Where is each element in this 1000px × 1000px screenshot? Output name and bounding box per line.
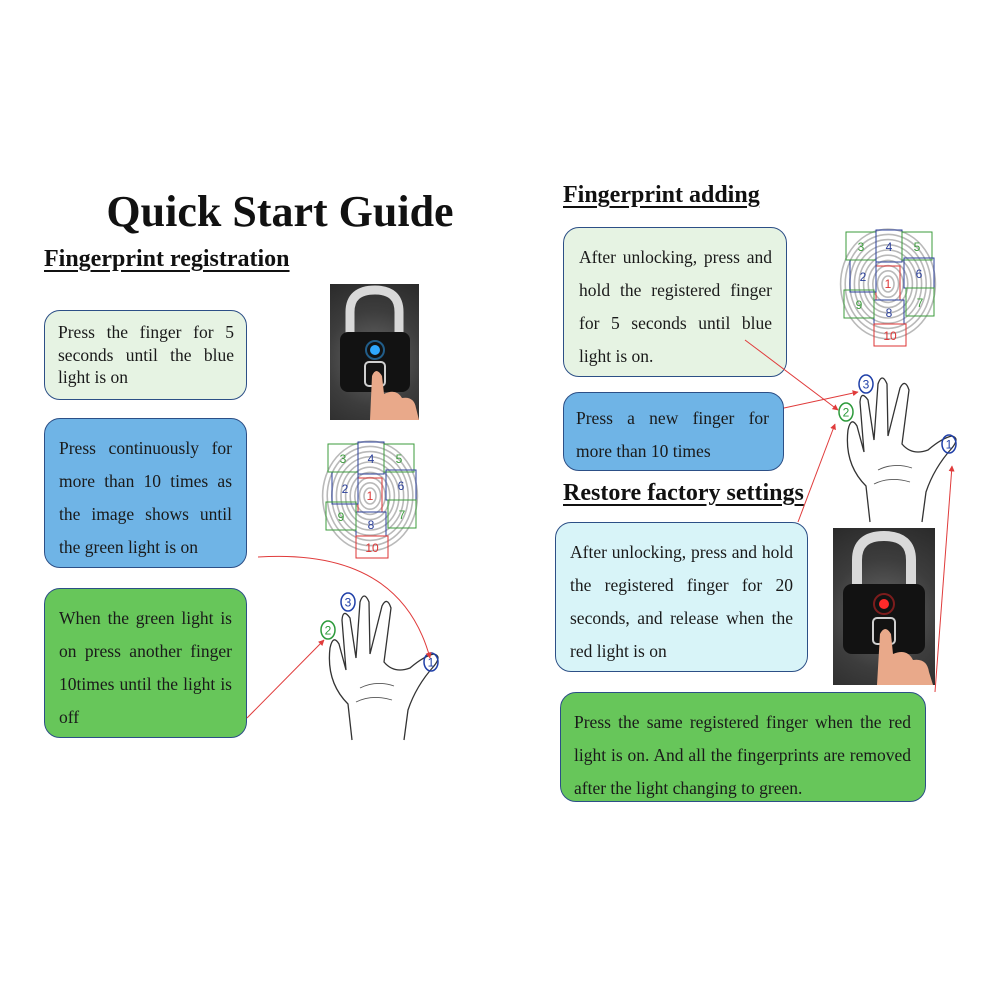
fingerprint-region-label: 4 — [367, 452, 375, 466]
fingerprint-region-label: 1 — [884, 277, 892, 291]
finger-marker-label: 2 — [842, 405, 850, 420]
fingerprint-region-label: 10 — [883, 329, 897, 343]
step-text: Press the finger for 5 seconds until the blue light is on — [58, 322, 234, 387]
fingerprint-region-label: 4 — [885, 240, 893, 254]
arrow-to-finger-1 — [258, 556, 430, 658]
finger-marker-label: 1 — [945, 437, 953, 452]
restore-text: Press the same registered finger when the red light is on. And all the fingerprints are removed after the light changing to green. — [574, 712, 911, 798]
heading-fingerprint-adding: Fingerprint adding — [563, 182, 760, 208]
step-text: When the green light is on press another finger 10times until the light is off — [59, 608, 232, 727]
arrow-to-finger-3 — [784, 392, 858, 408]
fingerprint-region-label: 5 — [913, 240, 921, 254]
fingerprint-region-label: 2 — [341, 482, 349, 496]
add-text: Press a new finger for more than 10 times — [576, 408, 769, 461]
arrow-to-finger-2 — [798, 424, 835, 522]
fingerprint-region-label: 10 — [365, 541, 379, 555]
fingerprint-region-label: 7 — [916, 296, 924, 310]
page-title: Quick Start Guide — [106, 187, 454, 236]
fingerprint-region-label: 3 — [339, 452, 347, 466]
finger-marker-label: 3 — [344, 595, 352, 610]
fingerprint-region-label: 5 — [395, 452, 403, 466]
heading-restore-factory-settings: Restore factory settings — [563, 480, 804, 506]
heading-fingerprint-registration: Fingerprint registration — [44, 246, 290, 272]
fingerprint-region-label: 9 — [337, 510, 345, 524]
restore-text: After unlocking, press and hold the registered finger for 20 seconds, and release when the red light is on — [570, 542, 793, 661]
fingerprint-region-label: 2 — [859, 270, 867, 284]
step-text: Press continuously for more than 10 times as the image shows until the green light is on — [59, 438, 232, 557]
fingerprint-region-label: 6 — [397, 479, 405, 493]
finger-marker-label: 1 — [427, 655, 435, 670]
finger-marker-label: 2 — [324, 623, 332, 638]
fingerprint-region-label: 8 — [885, 306, 893, 320]
arrow-to-finger-2 — [247, 640, 324, 718]
fingerprint-region-label: 8 — [367, 518, 375, 532]
arrow-to-finger-1 — [935, 466, 952, 692]
fingerprint-region-label: 6 — [915, 267, 923, 281]
add-text: After unlocking, press and hold the registered finger for 5 seconds until blue light is on. — [579, 247, 772, 366]
fingerprint-region-label: 3 — [857, 240, 865, 254]
fingerprint-region-label: 1 — [366, 489, 374, 503]
fingerprint-region-label: 9 — [855, 298, 863, 312]
finger-marker-label: 3 — [862, 377, 870, 392]
fingerprint-region-label: 7 — [398, 508, 406, 522]
